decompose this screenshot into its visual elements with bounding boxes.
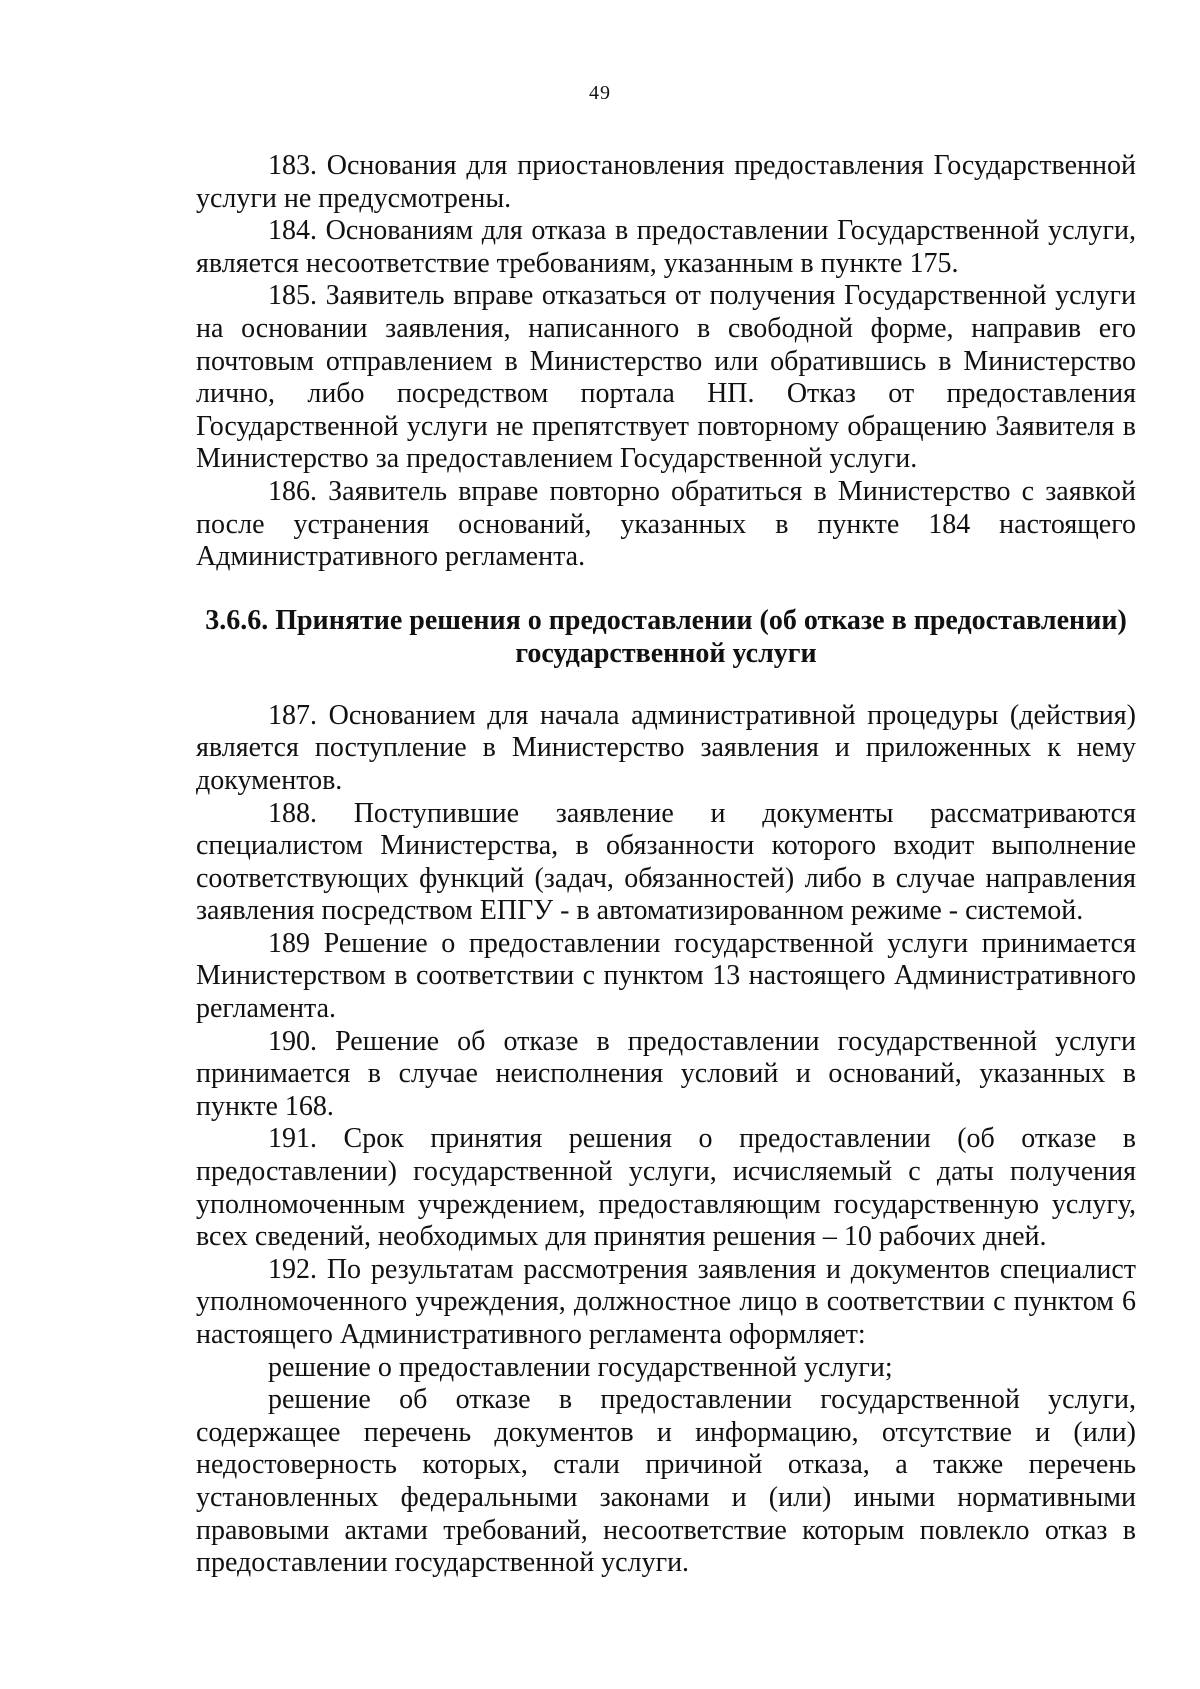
paragraph-189: 189 Решение о предоставлении государственной услуги принимается Министерством в соответствии с пунктом 13 настоящего Административного регламента. (196, 927, 1136, 1025)
list-item-decision-refusal: решение об отказе в предоставлении государственной услуги, содержащее перечень документов и информацию, отсутствие и (или) недостоверность которых, стали причиной отказа, а также перечень установленных федеральными законами и (или) иными нормативными правовыми актами требований, несоответствие которым повлекло отказ в предоставлении государственной услуги. (196, 1384, 1136, 1579)
paragraph-192: 192. По результатам рассмотрения заявления и документов специалист уполномоченного учреждения, должностное лицо в соответствии с пунктом 6 настоящего Административного регламента оформляет: (196, 1253, 1136, 1350)
paragraph-184: 184. Основаниям для отказа в предоставлении Государственной услуги, является несоответствие требованиям, указанным в пункте 175. (196, 215, 1136, 279)
list-item-decision-grant: решение о предоставлении государственной услуги; (268, 1351, 893, 1383)
paragraph-190: 190. Решение об отказе в предоставлении государственной услуги принимается в случае неисполнения условий и оснований, указанных в пункте 168. (196, 1025, 1136, 1122)
paragraph-188: 188. Поступившие заявление и документы рассматриваются специалистом Министерства, в обязанности которого входит выполнение соответствующих функций (задач, обязанностей) либо в случае направления заявления посредством ЕПГУ - в автоматизированном режиме - системой. (196, 797, 1136, 927)
paragraph-191: 191. Срок принятия решения о предоставлении (об отказе в предоставлении) государственной услуги, исчисляемый с даты получения уполномоченным учреждением, предоставляющим государственную услугу, всех сведений, необходимых для принятия решения – 10 рабочих дней. (196, 1123, 1136, 1253)
section-heading-line1: 3.6.6. Принятие решения о предоставлении (об отказе в предоставлении) (205, 604, 1127, 636)
document-body (196, 150, 1136, 1580)
paragraph-183: 183. Основания для приостановления предоставления Государственной услуги не предусмотрены. (196, 150, 1136, 214)
paragraph-187: 187. Основанием для начала административной процедуры (действия) является поступление в Министерство заявления и приложенных к нему документов. (196, 699, 1136, 796)
section-heading (196, 604, 1136, 670)
paragraph-185: 185. Заявитель вправе отказаться от получения Государственной услуги на основании заявления, написанного в свободной форме, направив его почтовым отправлением в Министерство или обратившись в Министерство лично, либо посредством портала НП. Отказ от предоставления Государственной услуги не препятствует повторному обращению Заявителя в Министерство за предоставлением Государственной услуги. (196, 280, 1136, 475)
paragraph-186: 186. Заявитель вправе повторно обратиться в Министерство с заявкой после устранения оснований, указанных в пункте 184 настоящего Административного регламента. (196, 475, 1136, 573)
page-number: 49 (589, 82, 611, 104)
section-heading-line2: государственной услуги (515, 637, 817, 669)
